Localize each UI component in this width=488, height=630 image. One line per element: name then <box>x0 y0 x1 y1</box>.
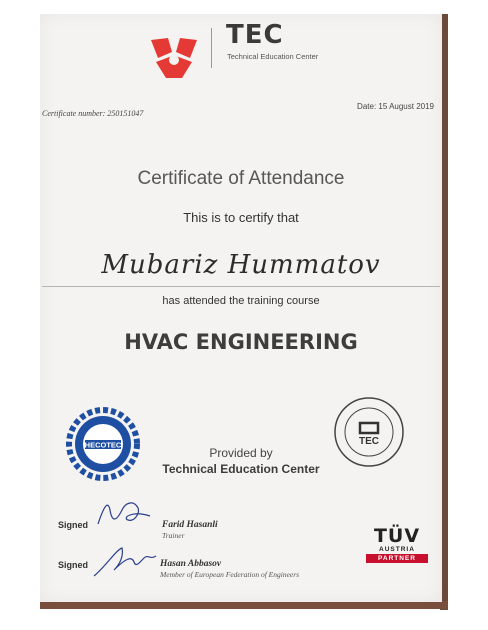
recipient-name: Mubariz Hummatov <box>101 250 381 280</box>
certificate-number: Certificate number: 250151047 <box>42 109 144 118</box>
certificate-date: Date: 15 August 2019 <box>357 102 434 111</box>
tec-logo-icon <box>148 36 200 82</box>
certificate-title: Certificate of Attendance <box>137 168 345 189</box>
signed-label-2: Signed <box>58 560 89 570</box>
signature-2-icon <box>92 544 158 580</box>
signed-label-1: Signed <box>58 520 89 530</box>
signer-role-2: Member of European Federation of Engineers <box>160 570 300 579</box>
signer-role-1: Trainer <box>162 531 185 540</box>
logo-divider <box>211 28 212 68</box>
frame-edge-bottom <box>40 601 448 609</box>
certificate-sheet <box>40 14 442 602</box>
round-stamp-icon <box>332 395 406 469</box>
signer-name-2: Hasan Abbasov <box>160 559 222 569</box>
provided-by-label: Provided by <box>209 446 273 460</box>
course-name: HVAC ENGINEERING <box>124 330 358 354</box>
signature-1-icon <box>94 496 154 530</box>
tuv-logo-text: TÜV <box>373 525 421 547</box>
tuv-country: AUSTRIA <box>379 546 415 553</box>
tuv-austria-badge <box>366 526 428 563</box>
name-underline <box>42 286 440 287</box>
logo-title: TEC <box>226 20 284 50</box>
hecotec-seal-text: HECOTEC <box>84 440 122 450</box>
certify-text: This is to certify that <box>183 210 299 225</box>
tuv-partner: PARTNER <box>366 554 428 563</box>
tec-stamp-text: TEC <box>359 436 379 447</box>
signer-name-1: Farid Hasanli <box>162 520 218 530</box>
provider-name: Technical Education Center <box>162 462 320 476</box>
tec-stamp <box>332 395 406 469</box>
logo-subtitle: Technical Education Center <box>227 52 319 61</box>
attended-text: has attended the training course <box>162 295 320 307</box>
